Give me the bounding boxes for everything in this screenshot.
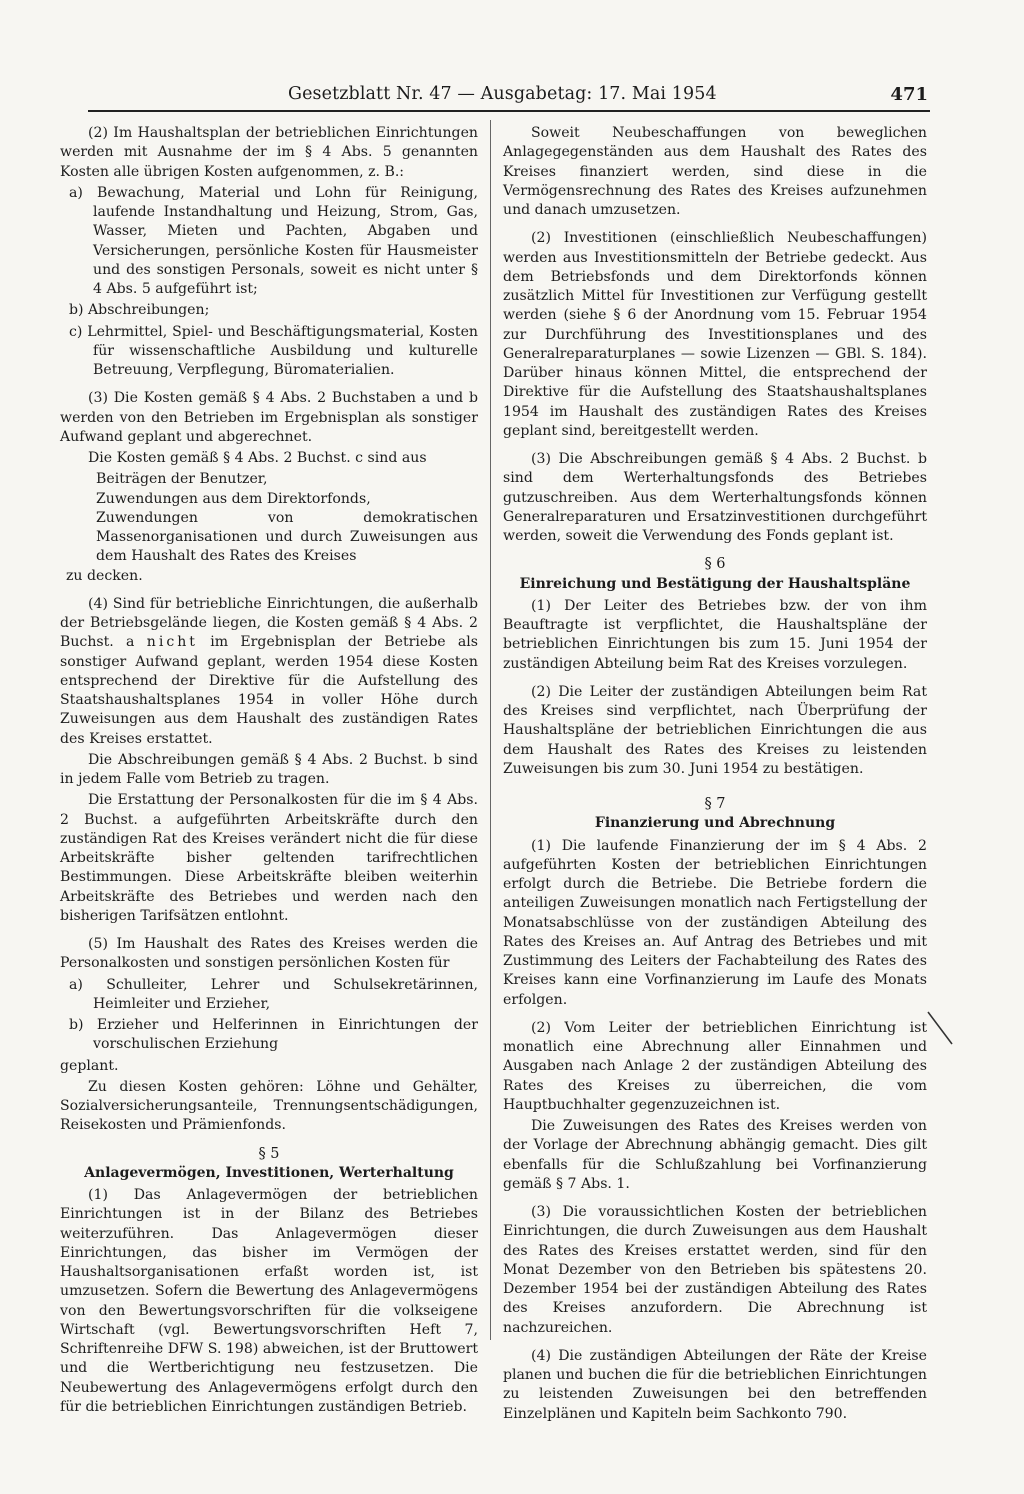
paragraph: (2) Vom Leiter der betrieblichen Einrichtung ist monatlich eine Abrechnung aller Einnahmen und Ausgaben nach Anlage 2 der zuständigen Abteilung des Rates des Kreises zu überreichen, die vom Hauptbuchhalter gegenzuzeichnen ist. — [503, 1019, 927, 1113]
page-number: 471 — [890, 84, 928, 105]
list-item: c) Lehrmittel, Spiel- und Beschäftigungsmaterial, Kosten für wissenschaftliche Ausbildung und kulturelle Betreuung, Verpflegung, Büromaterialien. — [69, 323, 478, 378]
header-title: Gesetzblatt Nr. 47 — Ausgabetag: 17. Mai 1954 — [288, 84, 717, 104]
list-item: b) Abschreibungen; — [69, 302, 210, 319]
paragraph: (3) Die voraussichtlichen Kosten der betrieblichen Einrichtungen, die durch Zuweisungen aus dem Haushalt des Rates des Kreises erstattet werden, sind für den Monat Dezember von den Betrieben bis spätestens 20. Dezember 1954 bei der zuständigen Abteilung des Rates des Kreises anzufordern. Die Abrechnung ist nachzureichen. — [503, 1204, 927, 1336]
section-title: Anlagevermögen, Investitionen, Werterhaltung — [84, 1164, 454, 1181]
list-item: Zuwendungen von demokratischen Massenorganisationen und durch Zuweisungen aus dem Haushalt des Rates des Kreises — [96, 509, 478, 565]
section-number: § 7 — [704, 796, 726, 812]
list-item: b) Erzieher und Helferinnen in Einrichtungen der vorschulischen Erziehung — [69, 1017, 478, 1053]
emphasis: nicht — [146, 634, 198, 651]
paragraph-part: (4) Sind für betriebliche Einrichtungen, die außerhalb der Betriebsgelände liegen, die Kosten gemäß § 4 Abs. 2 Buchst. a — [60, 595, 478, 651]
column-divider — [490, 120, 491, 1340]
list-item: Zuwendungen aus dem Direktorfonds, — [96, 490, 371, 507]
paragraph-end: zu decken. — [66, 567, 143, 584]
section-title: Einreichung und Bestätigung der Haushaltspläne — [519, 575, 911, 592]
paragraph: Die Abschreibungen gemäß § 4 Abs. 2 Buchst. b sind in jedem Falle vom Betrieb zu tragen. — [60, 751, 478, 787]
right-column — [503, 124, 927, 1433]
paragraph: Die Kosten gemäß § 4 Abs. 2 Buchst. c sind aus — [88, 450, 427, 466]
page-header — [88, 84, 928, 112]
paragraph: (2) Investitionen (einschließlich Neubeschaffungen) werden aus Investitionsmitteln der Betriebe gedeckt. Aus dem Betriebsfonds und dem Direktorfonds können zusätzlich Mittel für Investitionen zur Verfügung gestellt werden (siehe § 6 der Anordnung vom 15. Februar 1954 zur Durchführung des Investitionsplanes und des Generalreparaturplanes — sowie Lizenzen — GBl. S. 184). Darüber hinaus können Mittel, die entsprechend der Direktive für die Aufstellung des Staatshaushaltsplanes 1954 im Haushalt des zuständigen Rates des Kreises geplant sind, bereitgestellt werden. — [503, 230, 927, 439]
paragraph-part: im Ergebnisplan der Betriebe als sonstiger Aufwand geplant, werden 1954 diese Kosten entsprechend der Direktive für die Aufstellung des Staatshaushaltsplanes 1954 in voller Höhe durch Zuweisungen aus dem Haushalt des zuständigen Rates des Kreises erstattet. — [60, 634, 478, 747]
paragraph: Die Erstattung der Personalkosten für die im § 4 Abs. 2 Buchst. a aufgeführten Arbeitskräfte durch den zuständigen Rat des Kreises verändert nicht die für diese Arbeitskräfte bisher geltenden tarifrechtlichen Bestimmungen. Diese Arbeitskräfte bleiben weiterhin Arbeitskräfte des Betriebes und werden nach den bisherigen Tarifsätzen entlohnt. — [60, 792, 478, 924]
section-title: Finanzierung und Abrechnung — [594, 815, 836, 832]
paragraph: (1) Der Leiter des Betriebes bzw. der von ihm Beauftragte ist verpflichtet, die Haushaltspläne der betrieblichen Einrichtungen bis zum 15. Juni 1954 der zuständigen Abteilung beim Rat des Kreises vorzulegen. — [503, 597, 927, 672]
paragraph: (1) Das Anlagevermögen der betrieblichen Einrichtungen ist in der Bilanz des Betriebes weiterzuführen. Das Anlagevermögen dieser Einrichtungen, das bisher im Vermögen der Haushaltsorganisationen erfaßt worden ist, ist umzusetzen. Sofern die Bewertung des Anlagevermögens von den Bewertungsvorschriften für die volkseigene Wirtschaft (vgl. Bewertungsvorschriften Heft 7, Schriftenreihe DFW S. 198) abweichen, ist der Bruttowert und die Wertberichtigung neu festzusetzen. Die Neubewertung des Anlagevermögens erfolgt durch den für die betrieblichen Einrichtungen zuständigen Betrieb. — [60, 1187, 478, 1415]
paragraph — [60, 595, 478, 749]
paragraph: Soweit Neubeschaffungen von beweglichen Anlagegegenständen aus dem Haushalt des Rates des Kreises finanziert werden, sind diese in die Vermögensrechnung des Rates des Kreises aufzunehmen und danach umzusetzen. — [503, 125, 927, 218]
contribution-list — [60, 470, 478, 566]
paragraph: (1) Die laufende Finanzierung der im § 4 Abs. 2 aufgeführten Kosten der betrieblichen Einrichtungen erfolgt durch die Betriebe. Die Betriebe fordern die anteiligen Zuweisungen monatlich nach Fertigstellung der Monatsabschlüsse von der zuständigen Abteilung des Rates des Kreises an. Auf Antrag des Betriebes und mit Zustimmung des Leiters der Fachabteilung des Rates des Kreises kann eine Vorfinanzierung im Laufe des Monats erfolgen. — [503, 837, 927, 1008]
paragraph: (2) Die Leiter der zuständigen Abteilungen beim Rat des Kreises sind verpflichtet, nach Überprüfung der Haushaltspläne der betrieblichen Einrichtungen die aus dem Haushalt des Rates des Kreises zu leistenden Zuweisungen bis zum 30. Juni 1954 zu bestätigen. — [503, 683, 927, 777]
paragraph: Zu diesen Kosten gehören: Löhne und Gehälter, Sozialversicherungsanteile, Trennungsentschädigungen, Reisekosten und Prämienfonds. — [60, 1078, 478, 1134]
paragraph: (4) Die zuständigen Abteilungen der Räte der Kreise planen und buchen die für die betrieblichen Einrichtungen zu leistenden Zuweisungen bei den betreffenden Einzelplänen und Kapiteln beim Sachkonto 790. — [503, 1347, 927, 1422]
list-item: a) Bewachung, Material und Lohn für Reinigung, laufende Instandhaltung und Heizung, Strom, Gas, Wasser, Mieten und Pachten, Abgaben und Versicherungen, persönliche Kosten für Hausmeister und des sonstigen Personals, soweit es nicht unter § 4 Abs. 5 aufgeführt ist; — [69, 184, 478, 297]
header-rule — [88, 110, 930, 112]
list-item: a) Schulleiter, Lehrer und Schulsekretärinnen, Heimleiter und Erzieher, — [69, 976, 478, 1012]
section-number: § 6 — [704, 556, 726, 573]
section-number: § 5 — [258, 1145, 280, 1162]
paragraph: (3) Die Kosten gemäß § 4 Abs. 2 Buchstaben a und b werden von den Betrieben im Ergebnisplan als sonstiger Aufwand geplant und abgerechnet. — [60, 390, 478, 445]
left-column — [60, 124, 478, 1426]
paragraph: (5) Im Haushalt des Rates des Kreises werden die Personalkosten und sonstigen persönlichen Kosten für — [60, 936, 478, 972]
paragraph: (3) Die Abschreibungen gemäß § 4 Abs. 2 Buchst. b sind dem Werterhaltungsfonds des Betriebes gutzuschreiben. Aus dem Werterhaltungsfonds können Generalreparaturen und Ersatzinvestitionen durchgeführt werden, soweit die Verwendung des Fonds geplant ist. — [503, 451, 927, 544]
paragraph-end: geplant. — [60, 1057, 119, 1074]
paragraph: (2) Im Haushaltsplan der betrieblichen Einrichtungen werden mit Ausnahme der im § 4 Abs. 5 genannten Kosten alle übrigen Kosten aufgenommen, z. B.: — [60, 125, 478, 180]
list-item: Beiträgen der Benutzer, — [96, 471, 268, 488]
paragraph: Die Zuweisungen des Rates des Kreises werden von der Vorlage der Abrechnung abhängig gemacht. Dies gilt ebenfalls für die Schlußzahlung bei Vorfinanzierung gemäß § 7 Abs. 1. — [503, 1118, 927, 1192]
pencil-mark — [926, 1010, 956, 1046]
